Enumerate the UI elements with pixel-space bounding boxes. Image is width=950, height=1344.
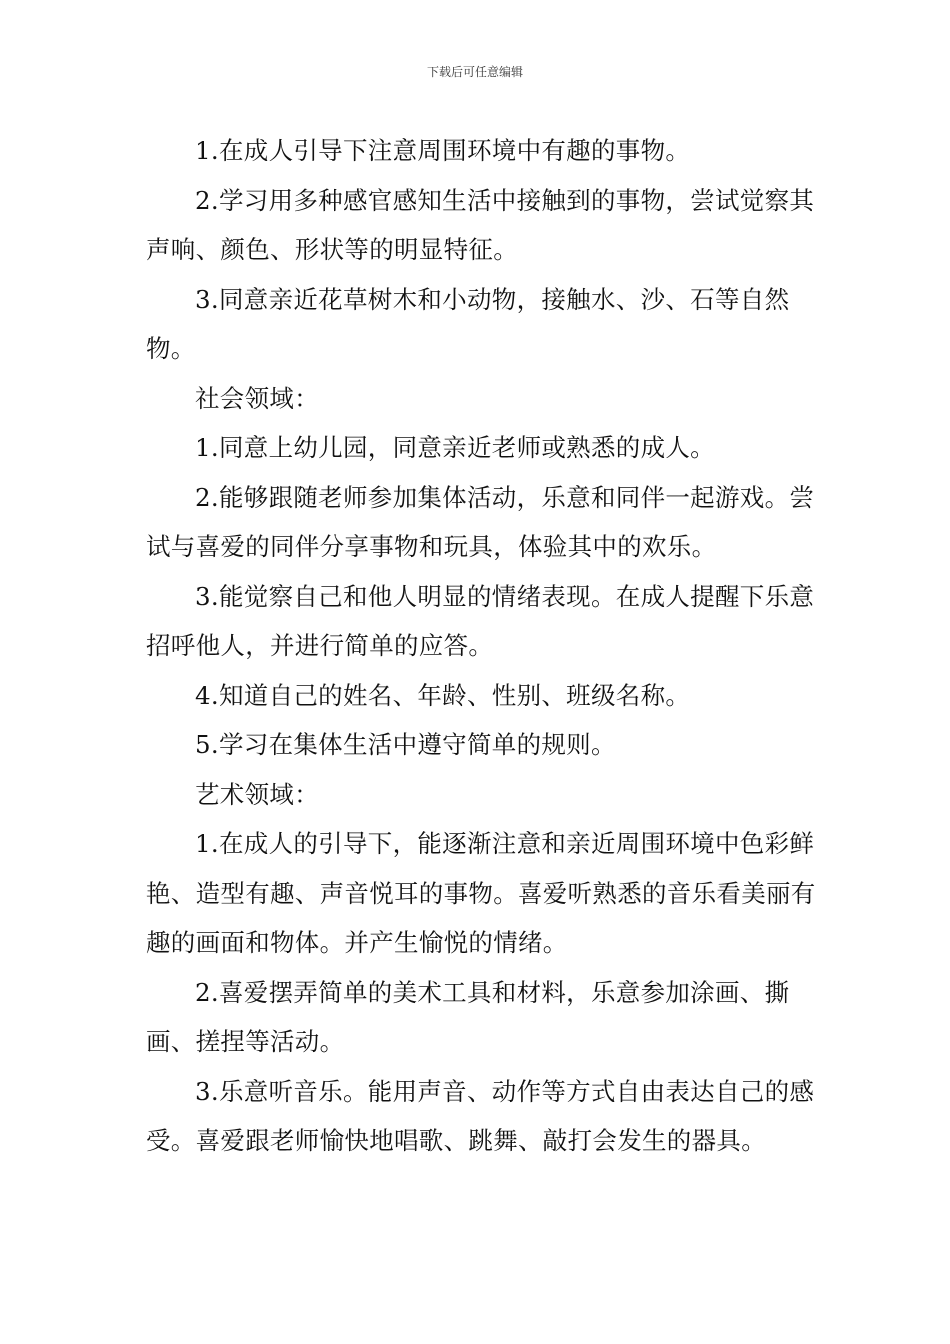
paragraph-7: 3.能觉察自己和他人明显的情绪表现。在成人提醒下乐意招呼他人，并进行简单的应答。 <box>146 581 815 660</box>
paragraph-12: 2.喜爱摆弄简单的美术工具和材料，乐意参加涂画、撕画、搓捏等活动。 <box>146 977 790 1056</box>
section-heading-social: 社会领域： <box>195 383 319 413</box>
paragraph-3: 3.同意亲近花草树木和小动物，接触水、沙、石等自然物。 <box>146 284 790 363</box>
paragraph-13: 3.乐意听音乐。能用声音、动作等方式自由表达自己的感受。喜爱跟老师愉快地唱歌、跳舞、敲打会发生的器具。 <box>146 1076 815 1155</box>
paragraph-11: 1.在成人的引导下，能逐渐注意和亲近周围环境中色彩鲜艳、造型有趣、声音悦耳的事物。喜爱听熟悉的音乐看美丽有趣的画面和物体。并产生愉悦的情绪。 <box>146 829 816 957</box>
paragraph-9: 5.学习在集体生活中遵守简单的规则。 <box>195 730 616 759</box>
section-heading-art: 艺术领域： <box>195 779 319 809</box>
paragraph-5: 1.同意上幼儿园，同意亲近老师或熟悉的成人。 <box>195 433 715 462</box>
document-body <box>146 126 818 1166</box>
paragraph-6: 2.能够跟随老师参加集体活动，乐意和同伴一起游戏。尝试与喜爱的同伴分享事物和玩具，体验其中的欢乐。 <box>146 482 815 561</box>
paragraph-2: 2.学习用多种感官感知生活中接触到的事物，尝试觉察其声响、颜色、形状等的明显特征。 <box>146 185 815 264</box>
paragraph-8: 4.知道自己的姓名、年龄、性别、班级名称。 <box>195 680 691 710</box>
page-header-watermark: 下载后可任意编辑 <box>426 65 523 79</box>
paragraph-1: 1.在成人引导下注意周围环境中有趣的事物。 <box>195 136 691 165</box>
